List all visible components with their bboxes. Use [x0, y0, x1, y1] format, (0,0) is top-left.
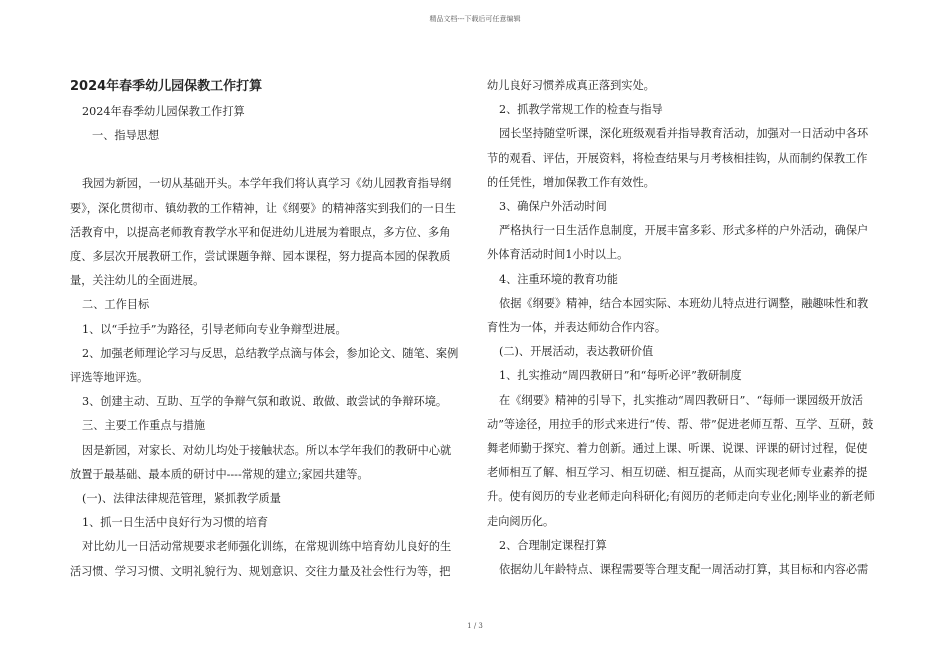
- subtitle: 2024年春季幼儿园保教工作打算: [82, 105, 245, 118]
- paragraph-guiding-idea: 我园为新园，一切从基础开头。本学年我们将认真学习《幼儿园教育指导纲要》，深化贯彻市、镇幼教的工作精神，让《纲要》的精神落实到我们的一日生活教育中，以提高老师教育教学水平和促进幼儿进展为着眼点，多方位、多角度、多层次开展教研工作，尝试课题争辩、园本课程，努力提高本园的保教质量，关注幼儿的全面进展。: [70, 177, 456, 288]
- paragraph-curriculum: 依据幼儿年龄特点、课程需要等合理支配一周活动打算，其目标和内容必需: [499, 563, 869, 577]
- item-heading-habits: 1、抓一日生活中良好行为习惯的培育: [82, 516, 269, 530]
- page-number: 1 / 3: [467, 622, 483, 630]
- section-heading-2: 二、工作目标: [82, 298, 150, 312]
- paragraph-environment: 依据《纲要》精神，结合本园实际、本班幼儿特点进行调整，融趣味性和教育性为一体，并表达师幼合作内容。: [487, 296, 869, 335]
- left-column: [70, 74, 460, 584]
- goal-item-2: 2、加强老师理论学习与反思，总结教学点滴与体会，参加论文、随笔、案例评选等地评选。: [70, 346, 459, 385]
- item-heading-outdoor: 3、确保户外活动时间: [499, 200, 607, 214]
- section-heading-1: 一、指导思想: [92, 129, 160, 143]
- item-heading-environment: 4、注重环境的教育功能: [499, 272, 618, 286]
- item-heading-research-day: 1、扎实推动“周四教研日”和“每听必评”教研制度: [499, 369, 742, 383]
- spacer: [70, 148, 460, 172]
- subsection-heading-2: (二)、开展活动，表达教研价值: [499, 345, 654, 359]
- paragraph-outdoor: 严格执行一日生活作息制度，开展丰富多彩、形式多样的户外活动，确保户外体育活动时间1小时以上。: [487, 224, 869, 262]
- paragraph-habits: 对比幼儿一日活动常规要求老师强化训练，在常规训练中培育幼儿良好的生活习惯、学习习惯、文明礼貌行为、规划意识、交往力量及社会性行为等，把: [70, 540, 452, 578]
- right-column: [487, 74, 877, 582]
- item-heading-curriculum: 2、合理制定课程打算: [499, 538, 607, 552]
- paragraph-continuation: 幼儿良好习惯养成真正落到实处。: [487, 79, 655, 92]
- paragraph-research-day: 在《纲要》精神的引导下，扎实推动“周四教研日”、“每师一课园级开放活动”等途径，用拉手的形式来进行“传、帮、带”促进老师互帮、互学、互研，鼓舞老师勤于探究、着力创新。通过上课、听课、说课、评课的研讨过程，促使老师相互了解、相互学习、相互切磋、相互提高，从而实现老师专业素养的提升。使有阅历的专业老师走向科研化;有阅历的老师走向专业化;刚毕业的新老师走向阅历化。: [487, 393, 875, 528]
- paragraph-inspection: 园长坚持随堂听课，深化班级观看并指导教育活动，加强对一日活动中各环节的观看、评估，开展资料，将检查结果与月考核相挂钩，从而制约保教工作的任凭性，增加保教工作有效性。: [487, 127, 869, 189]
- page-header: 精品文档---下载后可任意编辑: [429, 15, 521, 23]
- paragraph-new-kindergarten: 因是新园，对家长、对幼儿均处于接触状态。所以本学年我们的教研中心就放置于最基础、最本质的研讨中----常规的建立;家园共建等。: [70, 443, 452, 481]
- goal-item-3: 3、创建主动、互助、互学的争辩气氛和敢说、敢做、敢尝试的争辩环境。: [82, 395, 448, 409]
- item-heading-inspection: 2、抓教学常规工作的检查与指导: [499, 103, 663, 117]
- section-heading-3: 三、主要工作重点与措施: [82, 419, 206, 433]
- document-title: 2024年春季幼儿园保教工作打算: [70, 79, 263, 94]
- goal-item-1: 1、以“手拉手”为路径，引导老师向专业争辩型进展。: [82, 322, 347, 336]
- subsection-heading-1: (一)、法律法律规范管理，紧抓教学质量: [82, 492, 281, 506]
